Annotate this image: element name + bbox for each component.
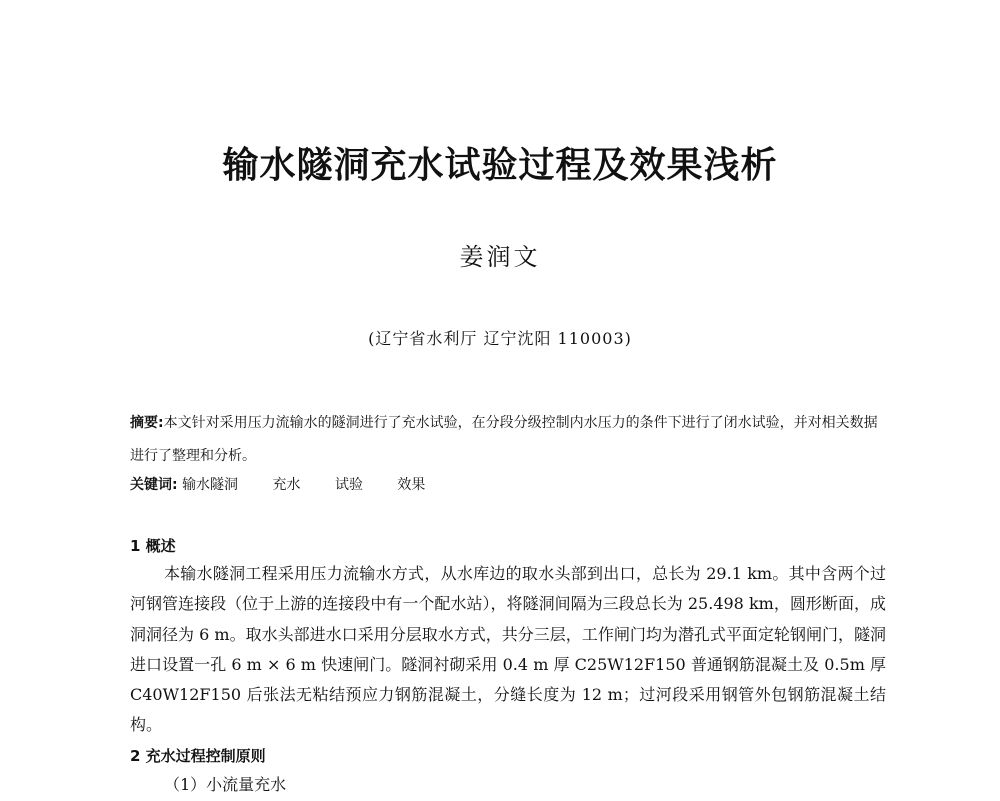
keyword: 输水隧洞 (182, 477, 239, 493)
paper-title: 输水隧洞充水试验过程及效果浅析 (222, 145, 778, 186)
section-paragraph-overview: 本输水隧洞工程采用压力流输水方式，从水库边的取水头部到出口，总长为 29.1 km。其中含两个过河钢管连接段（位于上游的连接段中有一个配水站），将隧洞间隔为三段总长为 25.498 km，圆形断面，成洞洞径为 6 m。取水头部进水口采用分层取水方式，共分三层，工作闸门均为潜孔式平面定轮钢闸门，隧洞进口设置一孔 6 m × 6 m 快速闸门。隧洞衬砌采用 0.4 m 厚 C25W12F150 普通钢筋混凝土及 0.5m 厚 C40W12F150 后张法无粘结预应力钢筋混凝土，分缝长度为 12 m；过河段采用钢管外包钢筋混凝土结构。 (130, 564, 886, 735)
author-name: 姜润文 (459, 243, 541, 271)
abstract-text: 本文针对采用压力流输水的隧洞进行了充水试验，在分段分级控制内水压力的条件下进行了闭水试验，并对相关数据进行了整理和分析。 (130, 415, 878, 464)
author-affiliation: (辽宁省水利厅 辽宁沈阳 110003) (368, 329, 632, 348)
keyword: 试验 (334, 477, 363, 493)
keyword: 充水 (272, 477, 301, 493)
section-heading-control-principles: 2 充水过程控制原则 (130, 747, 266, 765)
abstract-label: 摘要: (130, 415, 164, 431)
keywords (130, 470, 886, 500)
keyword: 效果 (397, 477, 426, 493)
keywords-label: 关键词: (130, 477, 178, 493)
subsection-heading-small-flow: （1）小流量充水 (164, 775, 287, 794)
section-heading-overview: 1 概述 (130, 537, 176, 555)
abstract (130, 407, 886, 473)
